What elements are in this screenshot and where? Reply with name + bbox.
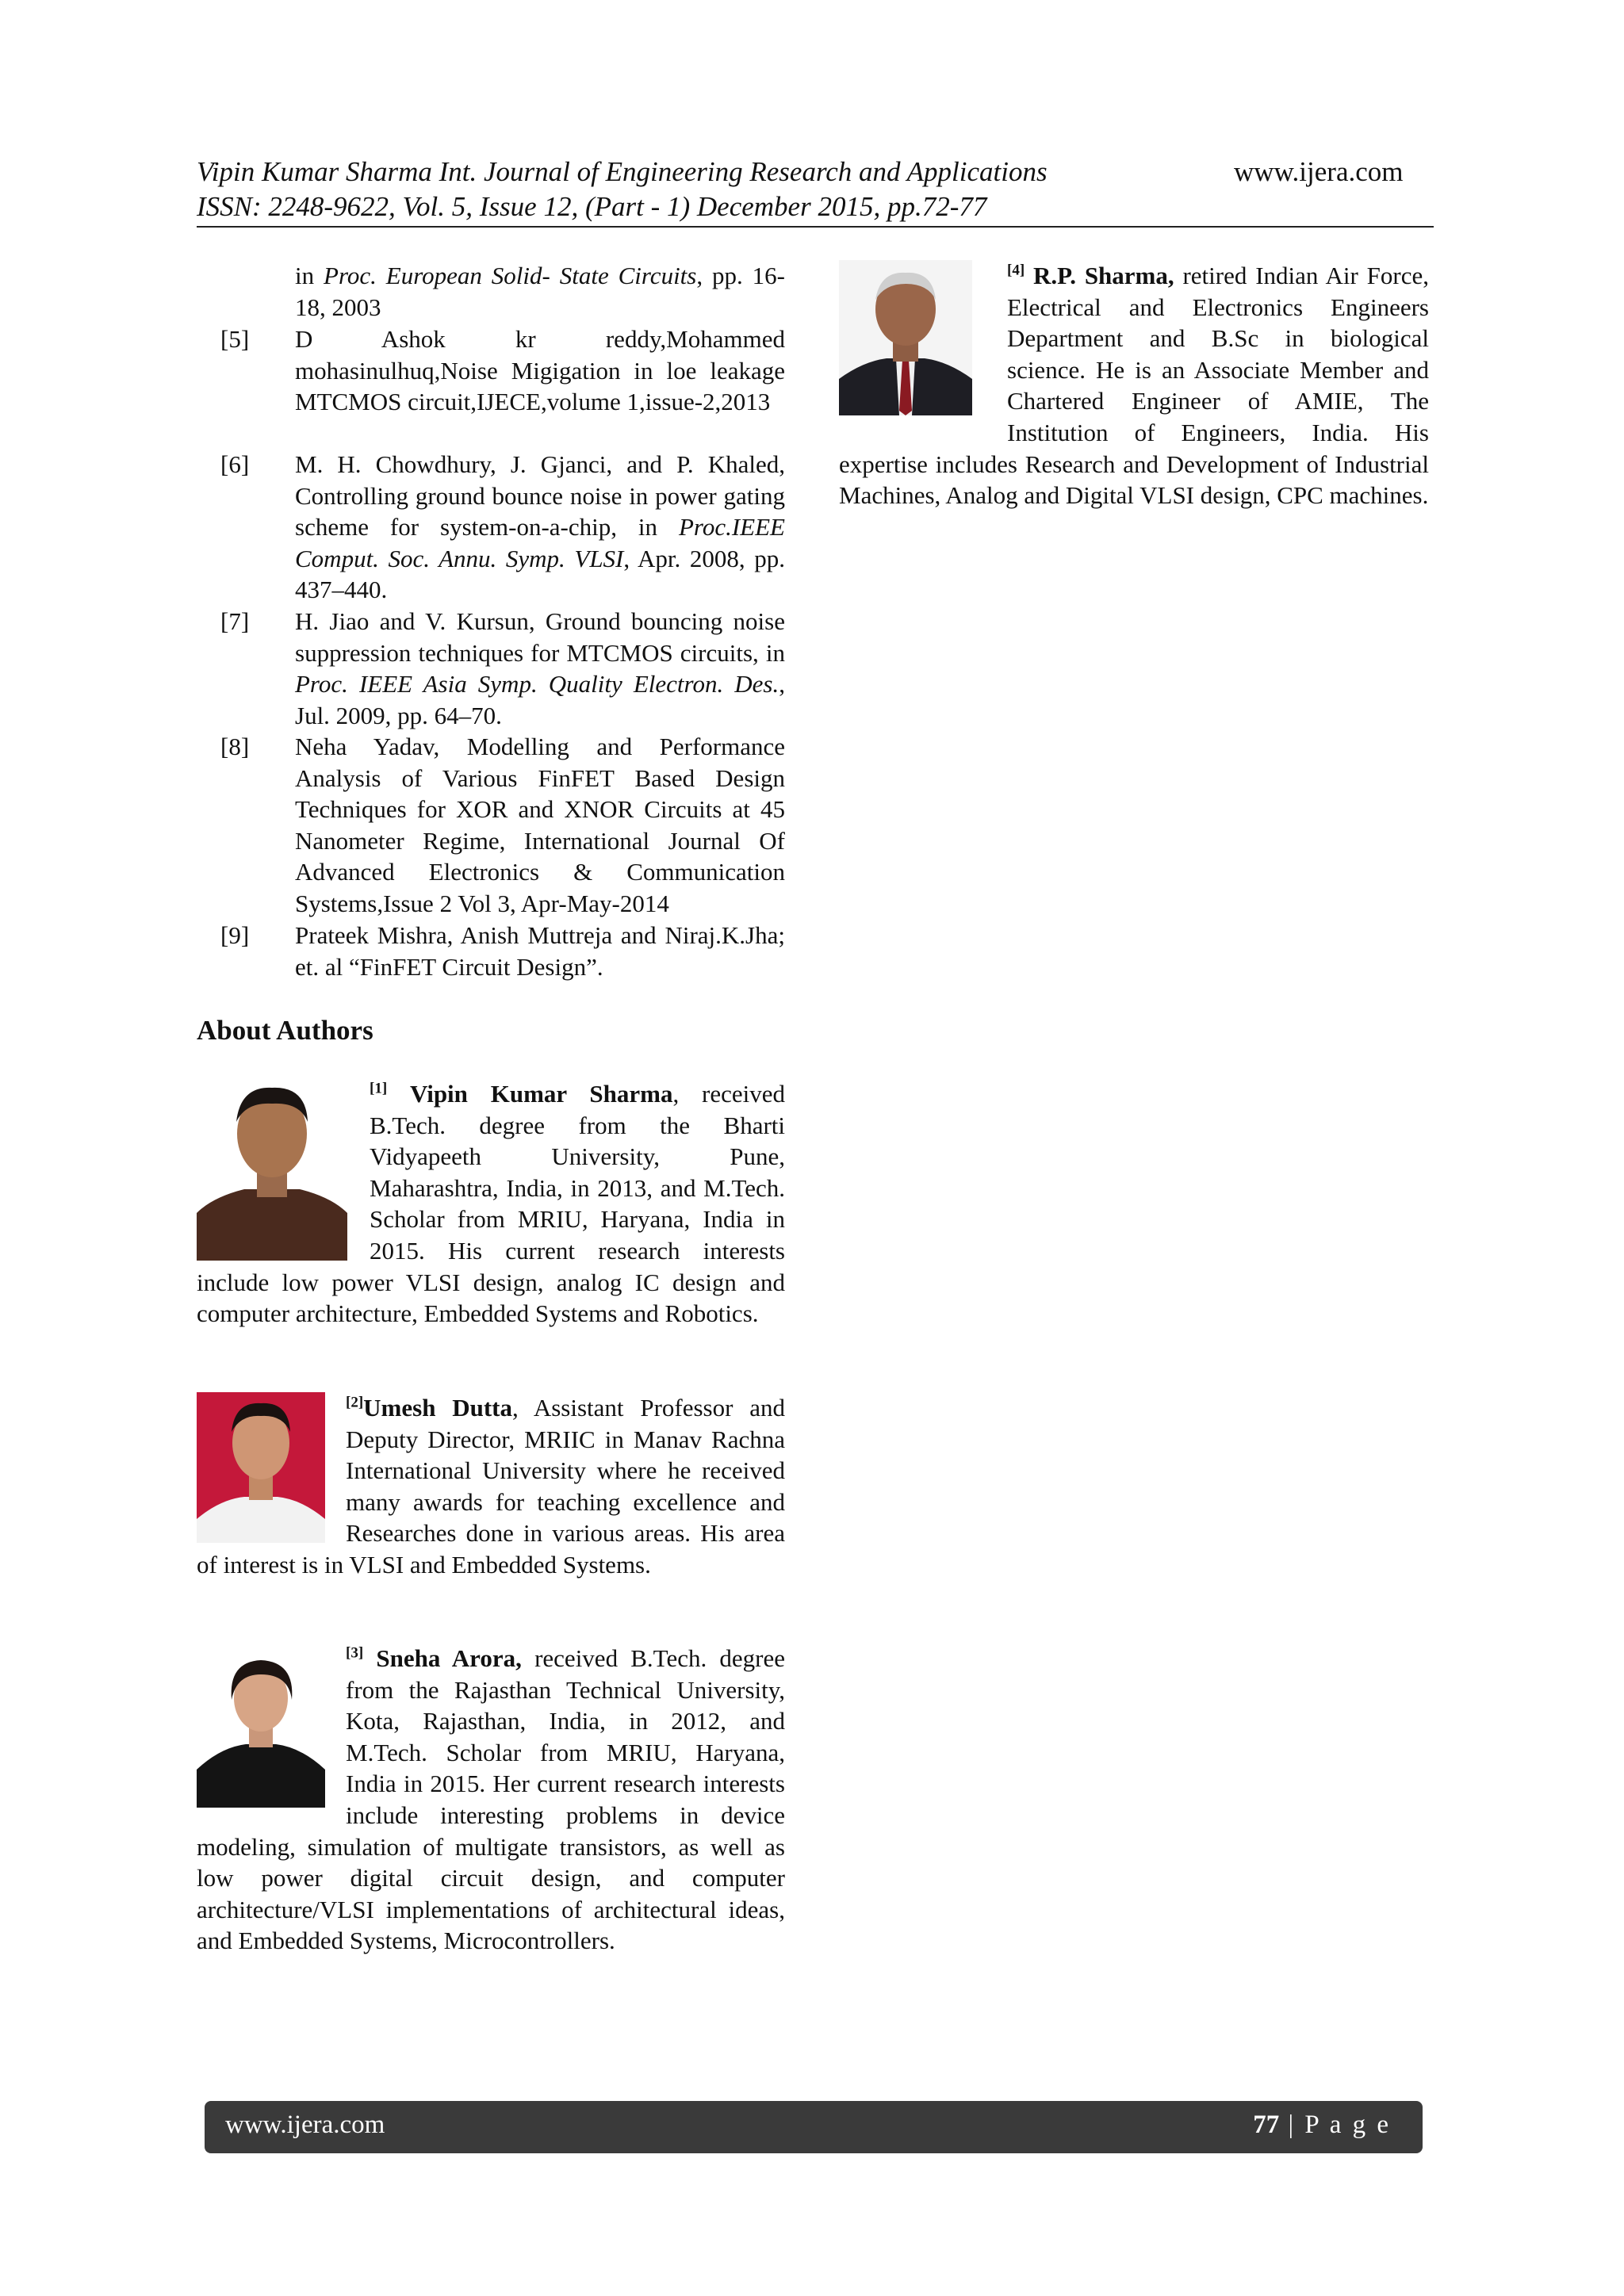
author-photo xyxy=(839,260,972,415)
author-name: Vipin Kumar Sharma xyxy=(409,1080,673,1108)
reference-number: [7] xyxy=(220,607,250,635)
author-photo xyxy=(197,1392,325,1543)
reference-item: in Proc. European Solid- State Circuits, pp. 16-18, 2003 xyxy=(295,262,785,321)
reference-item: [8] Neha Yadav, Modelling and Performance Analysis of Various FinFET Based Design Techniques for XOR and XNOR Circuits at 45 Nanometer Regime, International Journal Of Advanced Electronics & Communication Systems,Issue 2 Vol 3, Apr-May-2014 xyxy=(220,733,785,917)
author-photo xyxy=(197,1078,347,1261)
reference-item: [6] M. H. Chowdhury, J. Gjanci, and P. Khaled, Controlling ground bounce noise in power gating scheme for system-on-a-chip, in Proc.IEEE Comput. Soc. Annu. Symp. VLSI, Apr. 2008, pp. 437–440. xyxy=(220,450,785,604)
author-name: R.P. Sharma, xyxy=(1033,262,1174,289)
header-rule xyxy=(197,226,1434,228)
author-bio: [3] Sneha Arora, received B.Tech. degree from the Rajasthan Technical University, Kota, Rajasthan, India, in 2012, and M.Tech. Scholar from MRIU, Haryana, India in 2015. Her current research interests include interesting problems in device modeling, simulation of multigate transistors, as well as low power digital circuit design, and computer architecture/VLSI implementations of architectural ideas, and Embedded Systems, Microcontrollers. xyxy=(197,1644,786,1955)
reference-item: [9] Prateek Mishra, Anish Muttreja and Niraj.K.Jha; et. al “FinFET Circuit Design”. xyxy=(220,921,785,981)
issn-line: ISSN: 2248-9622, Vol. 5, Issue 12, (Part - 1) December 2015, pp.72-77 xyxy=(197,191,987,222)
page-number: 77 | P a g e xyxy=(1253,2110,1391,2139)
header-website[interactable]: www.ijera.com xyxy=(1234,156,1404,187)
author-name: Umesh Dutta xyxy=(363,1394,513,1422)
journal-line: Vipin Kumar Sharma Int. Journal of Engineering Research and Applications xyxy=(197,156,1048,187)
footer-website[interactable]: www.ijera.com xyxy=(225,2110,385,2139)
reference-item: [5] D Ashok kr reddy,Mohammed mohasinulhuq,Noise Migigation in loe leakage MTCMOS circuit,IJECE,volume 1,issue-2,2013 xyxy=(220,325,785,416)
author-photo xyxy=(197,1643,325,1808)
about-authors-title: About Authors xyxy=(197,1015,373,1046)
reference-number: [5] xyxy=(220,325,250,353)
author-name: Sneha Arora, xyxy=(376,1644,522,1672)
reference-number: [9] xyxy=(220,921,250,949)
author-bio: [4] R.P. Sharma, retired Indian Air Force, Electrical and Electronics Engineers Department and B.Sc in biological science. He is an Associate Member and Chartered Engineer of AMIE, The Institution of Engineers, India. His expertise includes Research and Development of Industrial Machines, Analog and Digital VLSI design, CPC machines. xyxy=(839,262,1430,510)
author-bio: [2]Umesh Dutta, Assistant Professor and Deputy Director, MRIIC in Manav Rachna International University where he received many awards for teaching excellence and Researches done in various areas. His area of interest is in VLSI and Embedded Systems. xyxy=(197,1394,785,1578)
page-footer xyxy=(205,2101,1423,2153)
reference-number: [8] xyxy=(220,733,250,760)
reference-item: [7] H. Jiao and V. Kursun, Ground bouncing noise suppression techniques for MTCMOS circuits, in Proc. IEEE Asia Symp. Quality Electron. Des., Jul. 2009, pp. 64–70. xyxy=(220,607,785,729)
reference-number: [6] xyxy=(220,450,250,478)
author-bio: [1] Vipin Kumar Sharma, received B.Tech. degree from the Bharti Vidyapeeth University, Pune, Maharashtra, India, in 2013, and M.Tech. Scholar from MRIU, Haryana, India in 2015. His current research interests include low power VLSI design, analog IC design and computer architecture, Embedded Systems and Robotics. xyxy=(197,1080,785,1328)
